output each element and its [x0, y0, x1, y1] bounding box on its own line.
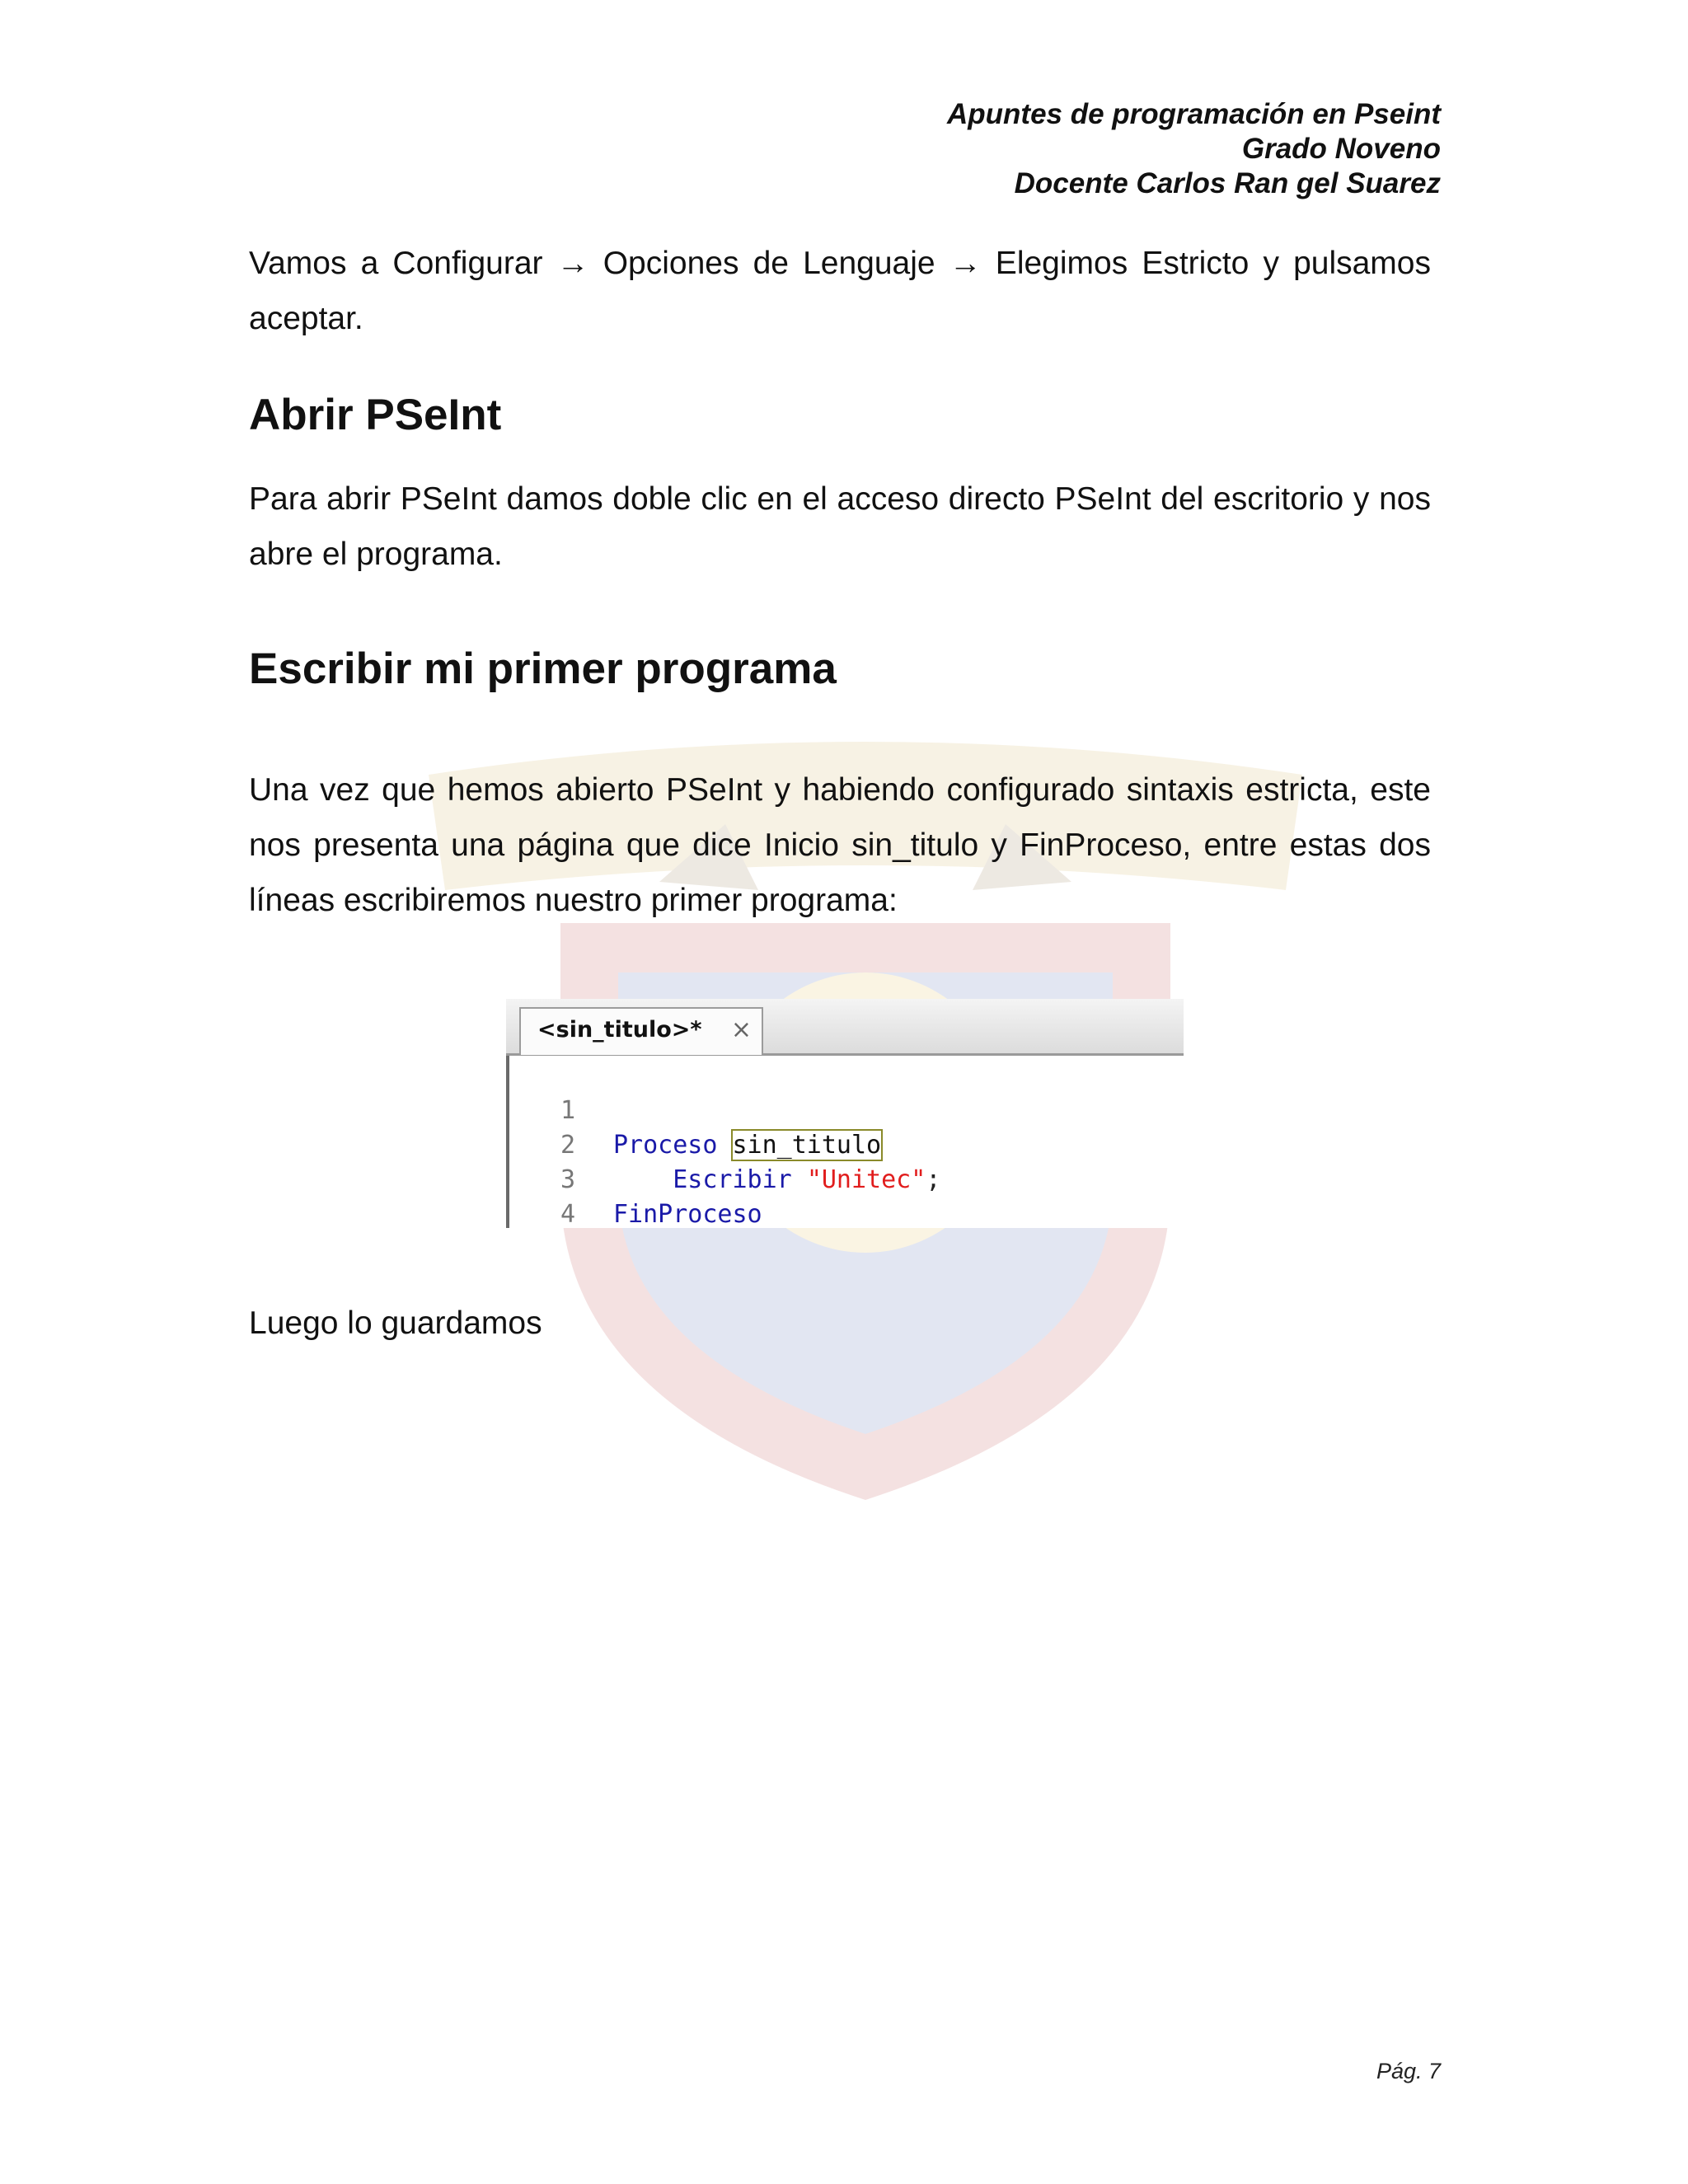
line-number: 4 [560, 1200, 576, 1228]
section-abrir-paragraph: Para abrir PSeInt damos doble clic en el acceso directo PSeInt del escritorio y nos abre el programa. [249, 481, 1431, 572]
line-number: 2 [560, 1131, 576, 1160]
closing-paragraph: Luego lo guardamos [249, 1305, 542, 1341]
section-heading-abrir: Abrir PSeInt [249, 391, 502, 439]
intro-paragraph: Vamos a Configurar → Opciones de Lenguaje → Elegimos Estricto y pulsamos aceptar. [249, 246, 1431, 336]
header-grade: Grado Noveno [1241, 133, 1441, 165]
string-token: "Unitec" [806, 1165, 926, 1194]
header-teacher: Docente Carlos Ran gel Suarez [1014, 167, 1441, 199]
editor-tabstrip [506, 999, 1184, 1056]
section-escribir-paragraph: Una vez que hemos abierto PSeInt y habiendo configurado sintaxis estricta, este nos presenta una página que dice Inicio sin_titulo y FinProceso, entre estas dos líneas escribiremos nuestro primer programa: [249, 772, 1431, 918]
editor-tab-label: <sin_titulo>* [537, 1017, 702, 1043]
line-number: 1 [560, 1096, 576, 1125]
document-header [947, 97, 1441, 201]
punctuation-token: ; [926, 1165, 941, 1194]
pseint-editor-screenshot [506, 999, 1184, 1228]
code-editor[interactable] [506, 1056, 1184, 1228]
close-icon[interactable]: × [730, 1015, 752, 1044]
keyword-token: Proceso [613, 1131, 718, 1160]
identifier-token: sin_titulo [732, 1131, 882, 1160]
section-heading-escribir: Escribir mi primer programa [249, 644, 837, 693]
header-title: Apuntes de programación en Pseint [947, 98, 1441, 130]
code-line [509, 1059, 1169, 1160]
editor-tab[interactable] [519, 1007, 763, 1055]
page-number: Pág. 7 [1376, 2059, 1441, 2083]
keyword-token: Escribir [673, 1165, 792, 1194]
line-number: 3 [560, 1165, 576, 1194]
keyword-token: FinProceso [613, 1200, 762, 1228]
